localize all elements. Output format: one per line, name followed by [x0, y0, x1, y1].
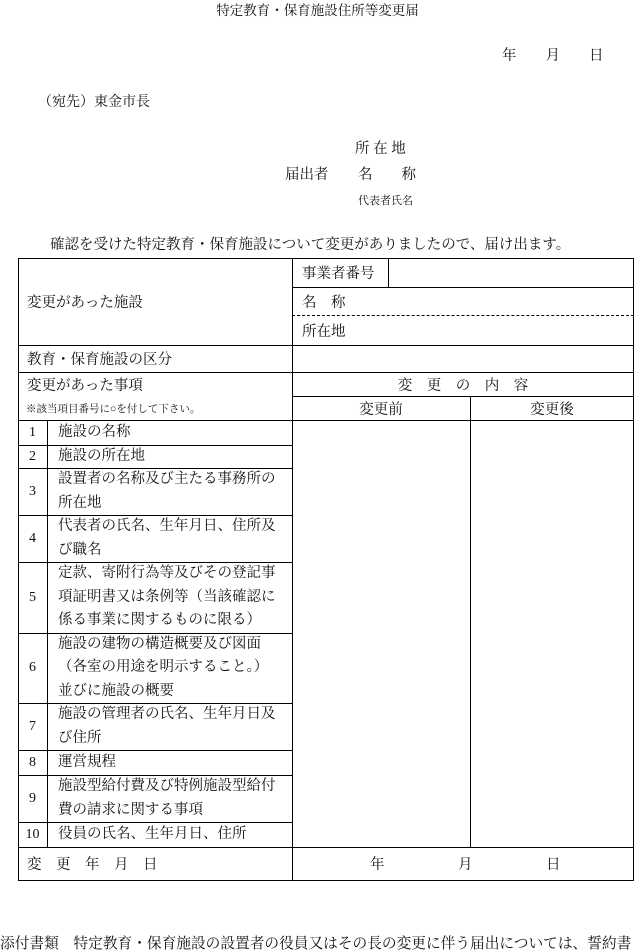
- page-title: 特定教育・保育施設住所等変更届: [216, 2, 419, 18]
- before-change-area: [293, 421, 470, 847]
- changed-items-note: ※該当項目番号に○を付して下さい。: [26, 403, 201, 415]
- table-row: [18, 703, 292, 750]
- item-label-line: 役員の氏名、生年月日、住所: [58, 825, 247, 842]
- item-number: 9: [29, 790, 36, 806]
- item-number: 4: [29, 530, 36, 546]
- item-label-line: 施設の管理者の氏名、生年月日及: [58, 706, 276, 722]
- item-label-line: 項証明書又は条例等（当該確認に: [58, 588, 276, 605]
- item-label: [47, 515, 276, 562]
- item-number: 6: [29, 660, 36, 675]
- item-number: 10: [25, 826, 40, 842]
- table-row: [18, 562, 292, 633]
- after-change-area: [471, 421, 633, 847]
- item-number: 1: [29, 424, 36, 440]
- statement-text: 確認を受けた特定教育・保育施設について変更がありましたので、届け出ます。: [50, 237, 571, 253]
- change-content-header: 変 更 の 内 容: [397, 377, 529, 394]
- item-label-line: 施設の建物の構造概要及び図面: [58, 635, 261, 652]
- item-label: [47, 562, 276, 633]
- item-number: 3: [29, 483, 36, 499]
- change-date-year: 年: [370, 857, 385, 873]
- item-label-line: 代表者の氏名、生年月日、住所及: [58, 518, 276, 534]
- submission-date: 年 月 日: [502, 48, 604, 64]
- facility-category-label: 教育・保育施設の区分: [27, 352, 172, 368]
- item-label-line: 係る事業に関するものに限る）: [58, 612, 261, 629]
- change-date-day: 日: [546, 857, 561, 873]
- after-change-header: 変更後: [530, 401, 574, 418]
- facility-address-label: 所在地: [302, 323, 346, 340]
- item-label: [47, 775, 276, 822]
- item-label-line: 設置者の名称及び主たる事務所の: [58, 471, 276, 487]
- item-label-line: （各室の用途を明示すること。）: [58, 659, 269, 676]
- applicant-name-label: 名 称: [358, 167, 416, 183]
- facility-name-label: 名 称: [302, 294, 346, 311]
- item-label-line: 定款、寄附行為等及びその登記事: [58, 565, 276, 582]
- item-label-line: び住所: [58, 729, 102, 746]
- item-label: [47, 823, 247, 847]
- business-number-value: [389, 259, 633, 287]
- item-label-line: 運営規程: [58, 753, 116, 770]
- table-row: [18, 515, 292, 562]
- business-number-label: 事業者番号: [302, 266, 375, 282]
- item-number: 2: [29, 448, 36, 464]
- item-label: [47, 445, 145, 469]
- table-row: [18, 822, 292, 847]
- change-date-month: 月: [458, 857, 473, 873]
- item-label-line: 費の請求に関する事項: [58, 801, 203, 818]
- attachment-note: 添付書類 特定教育・保育施設の設置者の役員又はその長の変更に伴う届出については、誓約書: [0, 936, 632, 951]
- item-label-line: 施設の所在地: [58, 447, 145, 464]
- before-change-header: 変更前: [359, 401, 403, 418]
- addressee: （宛先）東金市長: [38, 94, 150, 110]
- item-number: 8: [29, 754, 36, 770]
- item-label-line: 施設型給付費及び特例施設型給付: [58, 778, 276, 794]
- item-label: [47, 633, 268, 704]
- item-label: [47, 421, 131, 445]
- item-label-line: 所在地: [58, 494, 102, 511]
- table-row: [18, 420, 292, 445]
- table-row: [18, 445, 292, 468]
- item-number: 7: [29, 718, 36, 734]
- table-row: [18, 750, 292, 775]
- item-label-line: 施設の名称: [58, 423, 131, 440]
- table-row: [18, 468, 292, 515]
- representative-name-label: 代表者氏名: [358, 195, 413, 207]
- table-row: [18, 633, 292, 703]
- item-label-line: び職名: [58, 541, 102, 558]
- change-date-label: 変 更 年 月 日: [27, 857, 158, 873]
- applicant-address-label: 所 在 地: [355, 141, 406, 157]
- facility-label: 変更があった施設: [27, 295, 143, 311]
- facility-category-value: [293, 346, 633, 372]
- table-row: [18, 775, 292, 822]
- item-number: 5: [29, 589, 36, 605]
- applicant-role-label: 届出者: [285, 167, 329, 183]
- item-label-line: 並びに施設の概要: [58, 682, 174, 699]
- item-label: [47, 468, 276, 515]
- changed-items-label: 変更があった事項: [27, 377, 143, 394]
- item-label: [47, 751, 116, 775]
- item-label: [47, 703, 276, 750]
